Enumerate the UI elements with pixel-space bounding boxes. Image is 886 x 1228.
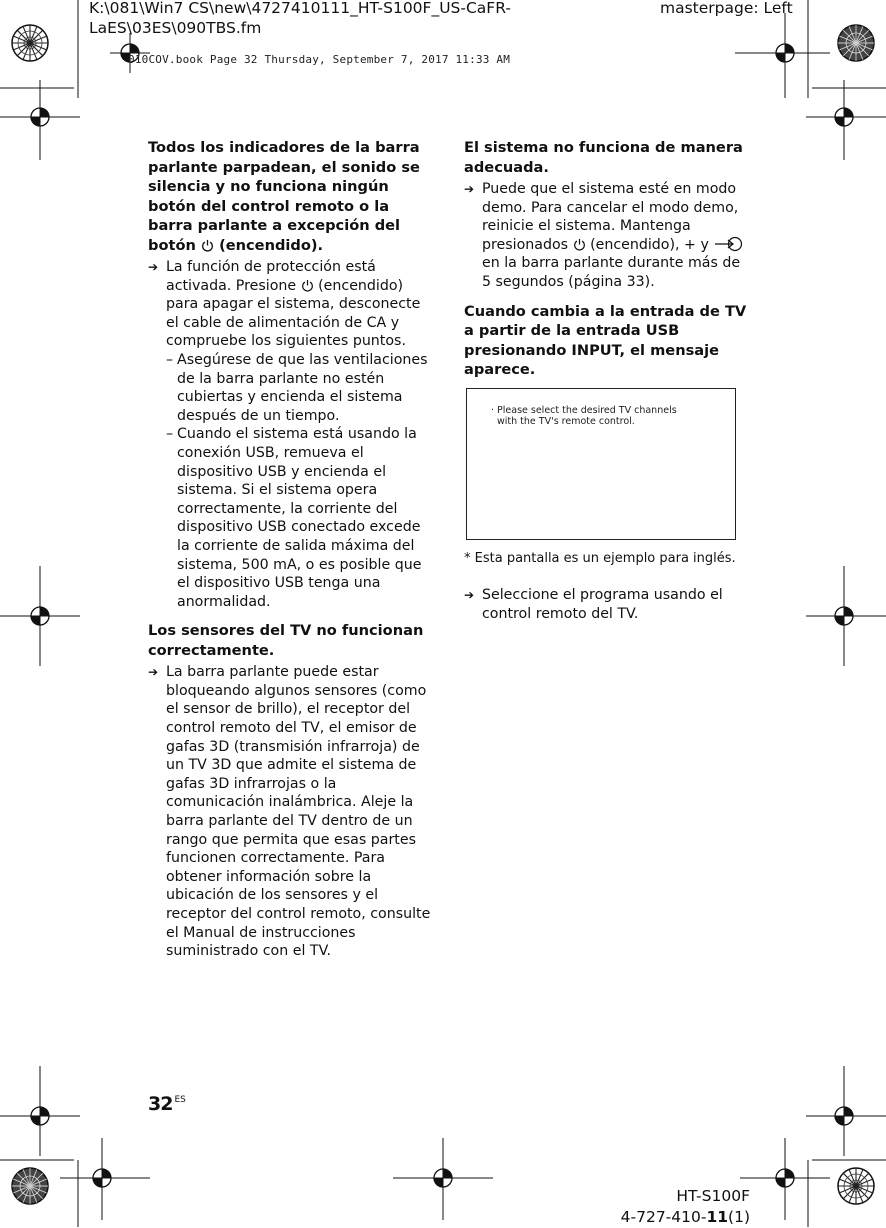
power-icon bbox=[201, 239, 214, 252]
masterpage-label: masterpage: Left bbox=[660, 0, 793, 17]
list-item: ➔ Puede que el sistema esté en modo demo. Para cancelar el modo demo, reinicie el sistema. Mantenga presionados (encendido), + y en la barra parlante durante más de 5 segundos (página 33). bbox=[464, 180, 750, 292]
input-icon bbox=[713, 236, 747, 252]
page-number: 32 $^{ES}$ bbox=[148, 1093, 186, 1115]
section-heading: Los sensores del TV no funcionan correctamente. bbox=[148, 622, 424, 659]
list-item: ➔ Seleccione el programa usando el control remoto del TV. bbox=[464, 587, 723, 622]
arrow-icon: ➔ bbox=[148, 260, 159, 274]
section-heading: Cuando cambia a la entrada de TV a partir de la entrada USB presionando INPUT, el mensaje aparece. bbox=[464, 302, 747, 379]
section-heading: Todos los indicadores de la barra parlante parpadean, el sonido se silencia y no funciona ningún botón del control remoto o la barra parlante a excepción del botón (encendido). bbox=[148, 139, 420, 254]
list-item: ➔ La función de protección está activada. Presione (encendido) para apagar el sistema, desconecte el cable de alimentación de CA y compruebe los siguientes puntos. – Asegúrese de que las ventilaciones de la barra parlante no estén cubiertas y encienda el sistema después de un tiempo. – Cuando el sistema está usando la conexión USB, remueva el dispositivo USB y encienda el sistema. Si el sistema opera correctamente, la corriente del dispositivo USB conectado excede la corriente de salida máxima del sistema, 500 mA, o es posible que el dispositivo USB tenga una anormalidad. bbox=[148, 258, 434, 611]
file-path: K:\081\Win7 CS\new\4727410111_HT-S100F_US-CaFR-LaES\03ES\090TBS.fm bbox=[89, 0, 511, 37]
sub-list-item: – Cuando el sistema está usando la conexión USB, remueva el dispositivo USB y encienda el sistema. Si el sistema opera correctamente, la corriente del dispositivo USB conectado excede la corriente de salida máxima del sistema, 500 mA, o es posible que el dispositivo USB tenga una anormalidad. bbox=[166, 426, 422, 610]
footer-model-info bbox=[600, 1186, 750, 1228]
section-heading: El sistema no funciona de manera adecuada. bbox=[464, 139, 743, 176]
document-code: 4-727-410-11(1) bbox=[620, 1208, 750, 1226]
right-column bbox=[464, 138, 750, 633]
power-icon bbox=[301, 279, 314, 292]
sub-list-item: – Asegúrese de que las ventilaciones de la barra parlante no estén cubiertas y encienda el sistema después de un tiempo. bbox=[166, 351, 428, 424]
arrow-icon: ➔ bbox=[148, 665, 159, 680]
list-item: ➔ La barra parlante puede estar bloqueando algunos sensores (como el sensor de brillo), el receptor del control remoto del TV, el emisor de gafas 3D (transmisión infrarroja) de un TV 3D que admite el sistema de gafas 3D infrarrojas o la comunicación inalámbrica. Aleje la barra parlante del TV dentro de un rango que permita que esas partes funcionen correctamente. Para obtener información sobre la ubicación de los sensores y el receptor del control remoto, consulte el Manual de instrucciones suministrado con el TV. bbox=[148, 664, 431, 960]
power-icon bbox=[573, 238, 586, 251]
tv-screen-example bbox=[466, 388, 736, 540]
model-name: HT-S100F bbox=[676, 1187, 750, 1205]
screen-note: * Esta pantalla es un ejemplo para inglés. bbox=[464, 550, 736, 566]
left-column bbox=[148, 138, 434, 971]
tv-screen-message: · Please select the desired TV channels with the TV's remote control. bbox=[491, 404, 677, 428]
arrow-icon: ➔ bbox=[464, 182, 475, 196]
book-info: 010COV.book Page 32 Thursday, September 7, 2017 11:33 AM bbox=[128, 53, 511, 66]
arrow-icon: ➔ bbox=[464, 588, 475, 603]
